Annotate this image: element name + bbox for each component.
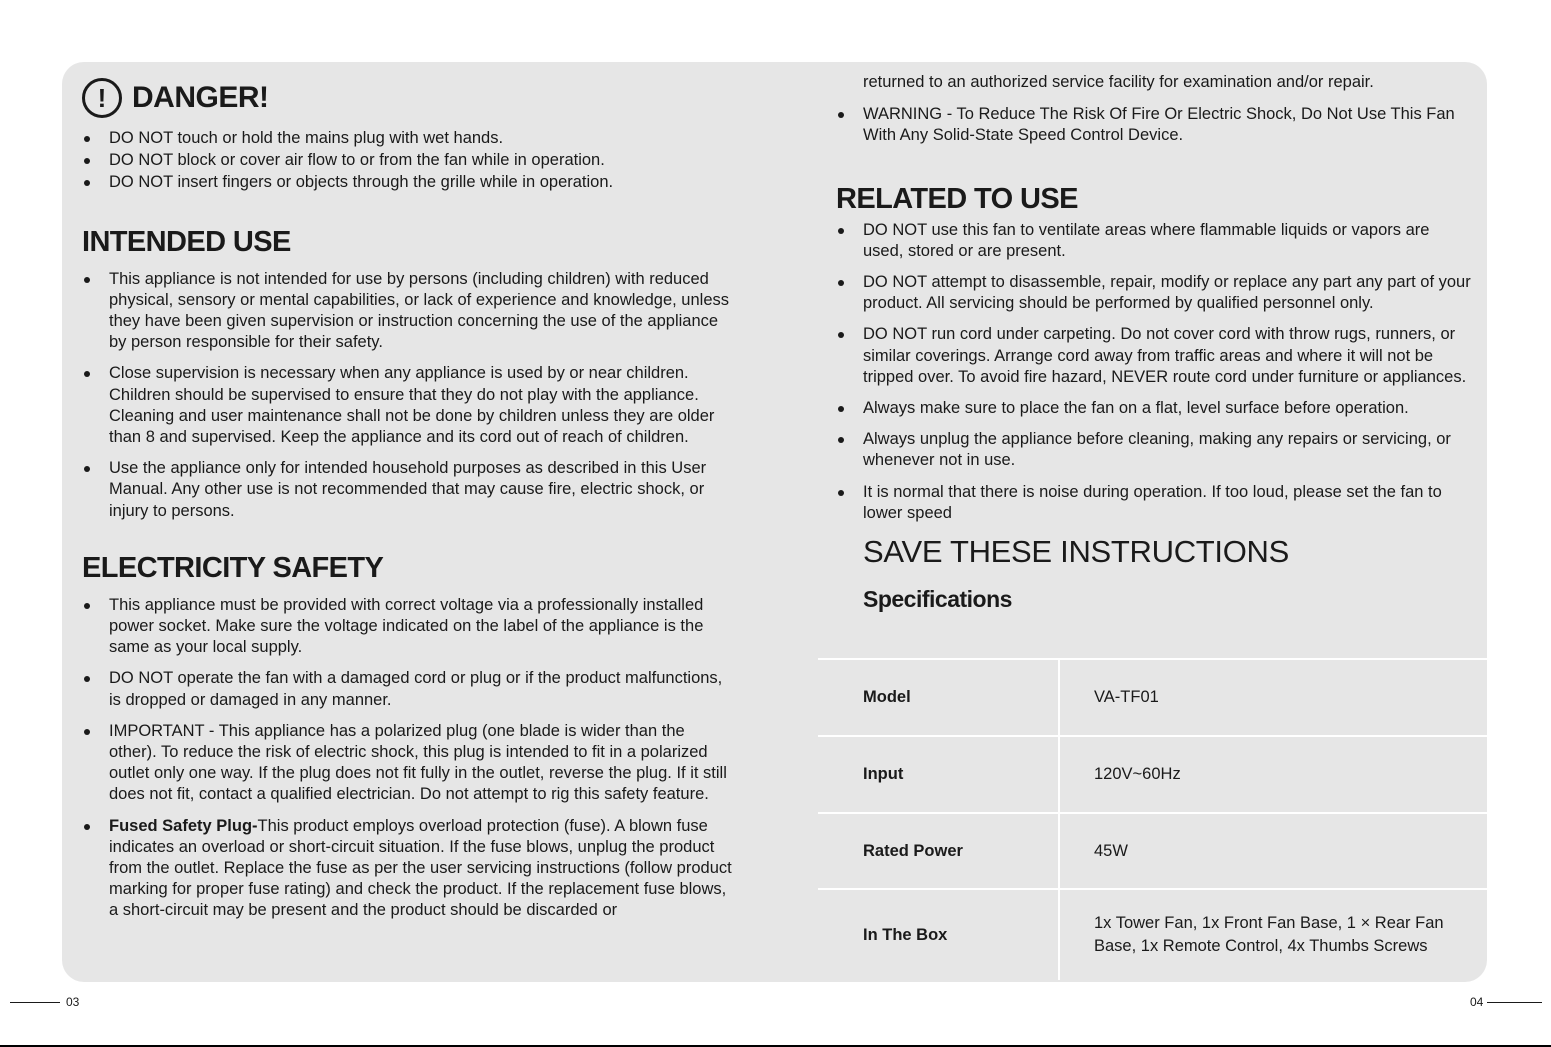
spec-value: 120V~60Hz [1094,765,1181,783]
save-instructions-title: SAVE THESE INSTRUCTIONS [863,534,1290,570]
list-item: Always unplug the appliance before cleaning, making any repairs or servicing, or whenever not in use. [836,429,1472,471]
list-item: DO NOT use this fan to ventilate areas where flammable liquids or vapors are used, stored or are present. [836,220,1472,262]
list-item: WARNING - To Reduce The Risk Of Fire Or Electric Shock, Do Not Use This Fan With Any Solid-State Speed Control Device. [836,104,1472,146]
table-row [818,814,1487,890]
continued-text: returned to an authorized service facility for examination and/or repair. [863,73,1374,91]
danger-list [82,128,734,194]
table-row [818,890,1487,980]
intended-use-title: INTENDED USE [82,225,291,258]
fused-safety-plug-label: Fused Safety Plug- [109,816,258,835]
spec-key: Model [818,660,1060,735]
spec-value: VA-TF01 [1094,688,1159,706]
list-item: IMPORTANT - This appliance has a polarized plug (one blade is wider than the other). To reduce the risk of electric shock, this plug is intended to fit in a polarized outlet only one way. If the plug does not fit fully in the outlet, reverse the plug. If it still does not fit, contact a qualified electrician. Do not attempt to rig this safety feature. [82,721,734,806]
spec-value: 45W [1094,841,1128,860]
list-item: DO NOT touch or hold the mains plug with wet hands. [82,128,734,149]
list-item: DO NOT attempt to disassemble, repair, modify or replace any part any part of your product. All servicing should be performed by qualified personnel only. [836,272,1472,314]
spec-key: In The Box [818,890,1060,980]
danger-heading [82,72,734,124]
fused-safety-plug-text: This product employs overload protection (fuse). A blown fuse indicates an overload or short-circuit situation. If the fuse blows, unplug the product from the outlet. Replace the fuse as per the user servicing instructions (follow product marking for proper fuse rating) and check the product. If the replacement fuse blows, a short-circuit may be present and the product should be discarded or [109,816,732,920]
specifications-title: Specifications [863,586,1012,613]
right-column [836,72,1472,613]
page-number-right: 04 [1470,995,1484,1009]
spec-key: Input [818,737,1060,812]
list-item: DO NOT operate the fan with a damaged cord or plug or if the product malfunctions, is dropped or damaged in any manner. [82,668,734,710]
list-item: Always make sure to place the fan on a flat, level surface before operation. [836,398,1472,419]
danger-title: DANGER! [132,81,269,114]
list-item: It is normal that there is noise during operation. If too loud, please set the fan to lower speed [836,482,1472,524]
list-item: DO NOT insert fingers or objects through the grille while in operation. [82,172,734,193]
specifications-table [818,658,1487,980]
related-to-use-title: RELATED TO USE [836,182,1078,215]
list-item: DO NOT run cord under carpeting. Do not cover cord with throw rugs, runners, or similar coverings. Arrange cord away from traffic areas and where it will not be tripped over. To avoid fire hazard, NEVER route cord under furniture or appliances. [836,324,1472,388]
list-item-fused-safety-plug [82,816,734,922]
table-row [818,660,1487,737]
related-to-use-list [836,220,1472,524]
footer-divider-left [10,1002,60,1003]
list-item: DO NOT block or cover air flow to or from the fan while in operation. [82,150,734,171]
list-item: Close supervision is necessary when any appliance is used by or near children. Children should be supervised to ensure that they do not play with the appliance. Cleaning and user maintenance shall not be done by children unless they are older than 8 and supervised. Keep the appliance and its cord out of reach of children. [82,363,734,448]
list-item: Use the appliance only for intended household purposes as described in this User Manual. Any other use is not recommended that may cause fire, electric shock, or injury to persons. [82,458,734,522]
electricity-safety-list [82,595,734,922]
spec-key: Rated Power [818,814,1060,888]
warning-list [836,104,1472,146]
exclamation-circle-icon: ! [82,78,122,118]
electricity-safety-title: ELECTRICITY SAFETY [82,551,384,584]
spec-value: 1x Tower Fan, 1x Front Fan Base, 1 × Rear Fan Base, 1x Remote Control, 4x Thumbs Screws [1094,914,1444,955]
page-number-left: 03 [66,995,80,1009]
list-item: This appliance is not intended for use by persons (including children) with reduced physical, sensory or mental capabilities, or lack of experience and knowledge, unless they have been given supervision or instruction concerning the use of the appliance by person responsible for their safety. [82,269,734,354]
left-column [82,72,734,932]
footer-divider-right [1487,1002,1542,1003]
list-item: This appliance must be provided with correct voltage via a professionally installed power socket. Make sure the voltage indicated on the label of the appliance is the same as your local supply. [82,595,734,659]
table-row [818,737,1487,814]
intended-use-list [82,269,734,522]
